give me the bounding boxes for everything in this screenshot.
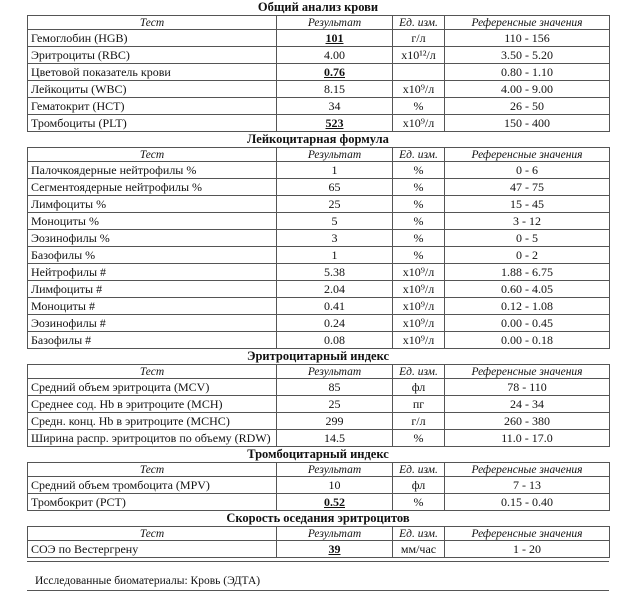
reference-range: 47 - 75 (445, 179, 610, 196)
unit-value: % (393, 162, 445, 179)
unit-value: x10⁹/л (393, 81, 445, 98)
table-row (28, 47, 610, 64)
test-name: Эозинофилы % (28, 230, 277, 247)
result-value: 1 (277, 247, 393, 264)
test-name: Тромбоциты (PLT) (28, 115, 277, 132)
result-value: 299 (277, 413, 393, 430)
unit-value: % (393, 196, 445, 213)
header-reference: Референсные значения (445, 16, 610, 30)
test-name: Лимфоциты # (28, 281, 277, 298)
header-reference: Референсные значения (445, 148, 610, 162)
unit-value: г/л (393, 413, 445, 430)
header-result: Результат (277, 148, 393, 162)
header-result: Результат (277, 365, 393, 379)
table-header-row (28, 463, 610, 477)
result-value: 85 (277, 379, 393, 396)
result-value: 25 (277, 196, 393, 213)
unit-value: x10⁹/л (393, 315, 445, 332)
result-value: 523 (277, 115, 393, 132)
reference-range: 4.00 - 9.00 (445, 81, 610, 98)
reference-range: 0 - 5 (445, 230, 610, 247)
test-name: Среднее сод. Hb в эритроците (MCH) (28, 396, 277, 413)
test-name: Палочкоядерные нейтрофилы % (28, 162, 277, 179)
unit-value: % (393, 213, 445, 230)
unit-value: x10⁹/л (393, 264, 445, 281)
table-row (28, 64, 610, 81)
result-value: 14.5 (277, 430, 393, 447)
table-row (28, 162, 610, 179)
section-title: Эритроцитарный индекс (246, 349, 390, 363)
unit-value: г/л (393, 30, 445, 47)
unit-value: % (393, 430, 445, 447)
table-row (28, 332, 610, 349)
test-name: Средн. конц. Hb в эритроците (MCHC) (28, 413, 277, 430)
unit-value: фл (393, 477, 445, 494)
reference-range: 26 - 50 (445, 98, 610, 115)
table-header-row (28, 16, 610, 30)
table-row (28, 379, 610, 396)
reference-range: 15 - 45 (445, 196, 610, 213)
result-value: 39 (277, 541, 393, 558)
header-test: Тест (28, 365, 277, 379)
table-header-row (28, 527, 610, 541)
reference-range: 0.00 - 0.18 (445, 332, 610, 349)
reference-range: 110 - 156 (445, 30, 610, 47)
header-result: Результат (277, 16, 393, 30)
table-header-row (28, 365, 610, 379)
header-test: Тест (28, 148, 277, 162)
test-name: Средний объем эритроцита (MCV) (28, 379, 277, 396)
table-row (28, 98, 610, 115)
result-value: 0.08 (277, 332, 393, 349)
section-title: Общий анализ крови (257, 0, 379, 14)
unit-value: % (393, 98, 445, 115)
test-name: Лейкоциты (WBC) (28, 81, 277, 98)
result-value: 0.52 (277, 494, 393, 511)
reference-range: 0.00 - 0.45 (445, 315, 610, 332)
unit-value: % (393, 230, 445, 247)
header-test: Тест (28, 527, 277, 541)
section-title: Скорость оседания эритроцитов (226, 511, 410, 525)
reference-range: 7 - 13 (445, 477, 610, 494)
unit-value: % (393, 494, 445, 511)
reference-range: 0.12 - 1.08 (445, 298, 610, 315)
unit-value: % (393, 247, 445, 264)
table-row (28, 315, 610, 332)
result-value: 5.38 (277, 264, 393, 281)
header-reference: Референсные значения (445, 463, 610, 477)
header-reference: Референсные значения (445, 527, 610, 541)
test-name: Тромбокрит (PCT) (28, 494, 277, 511)
section-title: Тромбоцитарный индекс (247, 447, 389, 461)
result-value: 3 (277, 230, 393, 247)
header-unit: Ед. изм. (393, 148, 445, 162)
reference-range: 0.60 - 4.05 (445, 281, 610, 298)
unit-value: % (393, 179, 445, 196)
header-test: Тест (28, 16, 277, 30)
header-result: Результат (277, 527, 393, 541)
section-title: Лейкоцитарная формула (247, 132, 389, 146)
table-row (28, 430, 610, 447)
table-row (28, 30, 610, 47)
unit-value: пг (393, 396, 445, 413)
table-row (28, 396, 610, 413)
reference-range: 0.80 - 1.10 (445, 64, 610, 81)
test-name: Лимфоциты % (28, 196, 277, 213)
table-row (28, 298, 610, 315)
reference-range: 3 - 12 (445, 213, 610, 230)
table-row (28, 281, 610, 298)
test-name: Цветовой показатель крови (28, 64, 277, 81)
header-test: Тест (28, 463, 277, 477)
divider (27, 561, 609, 562)
table-row (28, 179, 610, 196)
reference-range: 0 - 6 (445, 162, 610, 179)
reference-range: 150 - 400 (445, 115, 610, 132)
table-row (28, 115, 610, 132)
test-name: Моноциты % (28, 213, 277, 230)
unit-value: x10⁹/л (393, 115, 445, 132)
results-table (27, 526, 610, 558)
reference-range: 1.88 - 6.75 (445, 264, 610, 281)
test-name: Сегментоядерные нейтрофилы % (28, 179, 277, 196)
divider (27, 590, 609, 591)
test-name: Базофилы # (28, 332, 277, 349)
test-name: Средний объем тромбоцита (MPV) (28, 477, 277, 494)
reference-range: 3.50 - 5.20 (445, 47, 610, 64)
results-table (27, 364, 610, 447)
results-table (27, 147, 610, 349)
reference-range: 0 - 2 (445, 247, 610, 264)
table-row (28, 494, 610, 511)
result-value: 65 (277, 179, 393, 196)
results-table (27, 462, 610, 511)
reference-range: 78 - 110 (445, 379, 610, 396)
table-row (28, 413, 610, 430)
table-row (28, 247, 610, 264)
unit-value: x10⁹/л (393, 332, 445, 349)
header-unit: Ед. изм. (393, 16, 445, 30)
unit-value: мм/час (393, 541, 445, 558)
result-value: 4.00 (277, 47, 393, 64)
unit-value: x10¹²/л (393, 47, 445, 64)
header-unit: Ед. изм. (393, 527, 445, 541)
header-reference: Референсные значения (445, 365, 610, 379)
reference-range: 11.0 - 17.0 (445, 430, 610, 447)
result-value: 0.76 (277, 64, 393, 81)
header-result: Результат (277, 463, 393, 477)
test-name: Гемоглобин (HGB) (28, 30, 277, 47)
test-name: Ширина распр. эритроцитов по объему (RDW) (28, 430, 277, 447)
result-value: 10 (277, 477, 393, 494)
reference-range: 260 - 380 (445, 413, 610, 430)
result-value: 8.15 (277, 81, 393, 98)
test-name: Эритроциты (RBC) (28, 47, 277, 64)
test-name: Моноциты # (28, 298, 277, 315)
unit-value: фл (393, 379, 445, 396)
biomaterial-note: Исследованные биоматериалы: Кровь (ЭДТА) (35, 575, 261, 587)
reference-range: 0.15 - 0.40 (445, 494, 610, 511)
report-sections (27, 0, 609, 558)
result-value: 1 (277, 162, 393, 179)
unit-value (393, 64, 445, 81)
lab-report (27, 0, 609, 591)
table-row (28, 230, 610, 247)
test-name: СОЭ по Вестергрену (28, 541, 277, 558)
test-name: Эозинофилы # (28, 315, 277, 332)
result-value: 25 (277, 396, 393, 413)
table-row (28, 541, 610, 558)
result-value: 2.04 (277, 281, 393, 298)
result-value: 34 (277, 98, 393, 115)
table-row (28, 264, 610, 281)
test-name: Нейтрофилы # (28, 264, 277, 281)
header-unit: Ед. изм. (393, 365, 445, 379)
unit-value: x10⁹/л (393, 298, 445, 315)
result-value: 101 (277, 30, 393, 47)
results-table (27, 15, 610, 132)
table-row (28, 196, 610, 213)
reference-range: 24 - 34 (445, 396, 610, 413)
table-header-row (28, 148, 610, 162)
test-name: Гематокрит (HCT) (28, 98, 277, 115)
test-name: Базофилы % (28, 247, 277, 264)
table-row (28, 213, 610, 230)
header-unit: Ед. изм. (393, 463, 445, 477)
table-row (28, 477, 610, 494)
unit-value: x10⁹/л (393, 281, 445, 298)
result-value: 5 (277, 213, 393, 230)
result-value: 0.41 (277, 298, 393, 315)
result-value: 0.24 (277, 315, 393, 332)
table-row (28, 81, 610, 98)
reference-range: 1 - 20 (445, 541, 610, 558)
